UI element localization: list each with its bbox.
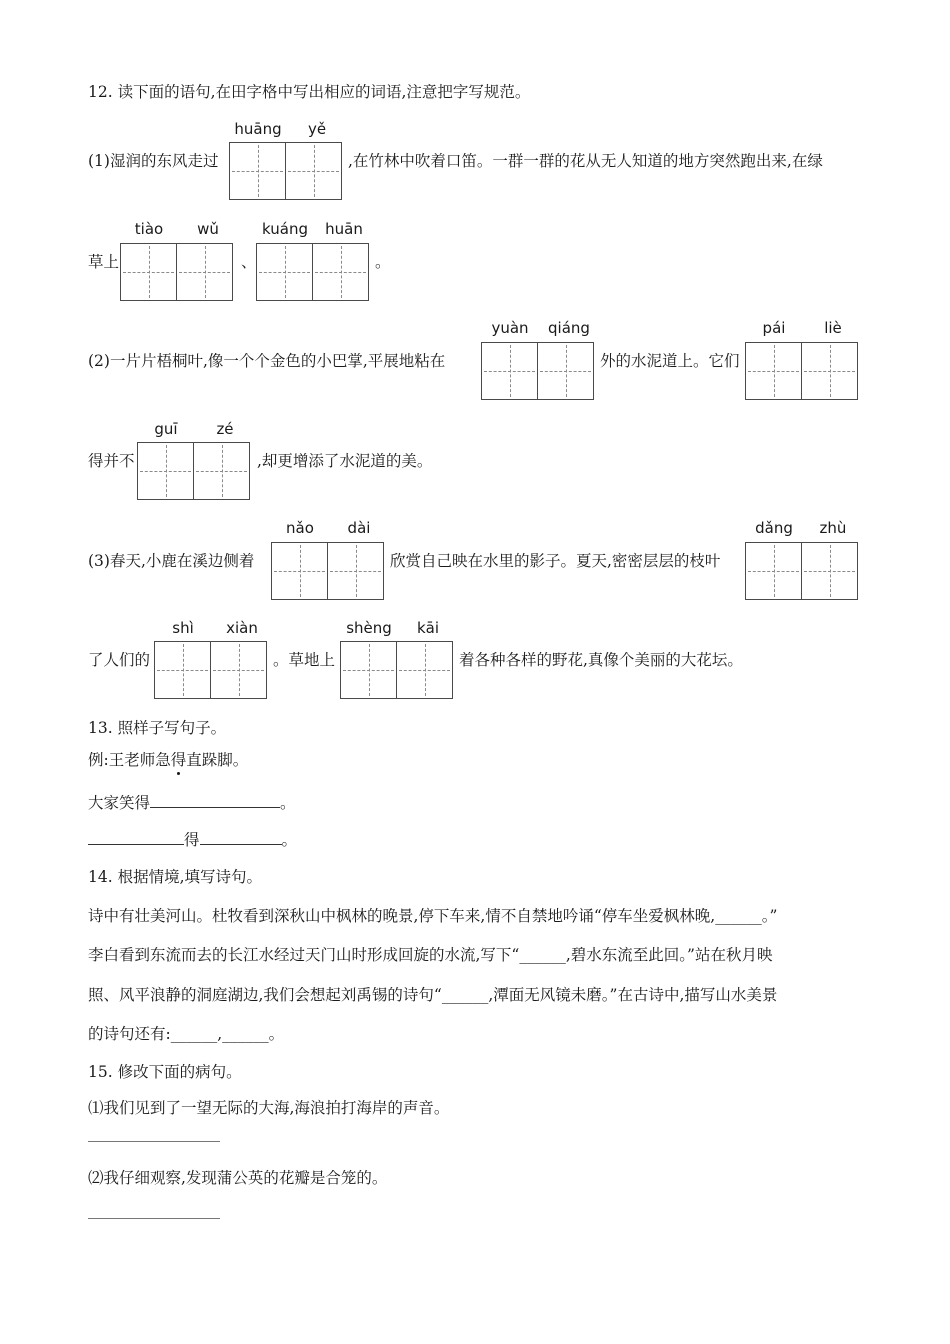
q13-line-2-mid: 得 bbox=[184, 831, 200, 849]
tianzige-dangzhu[interactable] bbox=[745, 542, 857, 600]
tianzige-cell[interactable] bbox=[256, 243, 313, 301]
pinyin-dai: dài bbox=[347, 519, 371, 537]
q13-answer-blank-1[interactable] bbox=[150, 793, 280, 808]
tianzige-cell[interactable] bbox=[312, 243, 369, 301]
pinyin-kai: kāi bbox=[416, 619, 440, 637]
q14-line-4: 的诗句还有:______,______。 bbox=[88, 1025, 285, 1043]
tianzige-naodai[interactable] bbox=[271, 542, 383, 600]
q13-example-pre: 例:王老师急 bbox=[88, 751, 171, 769]
tianzige-cell[interactable] bbox=[537, 342, 594, 400]
q12-p1-text-c: 草上 bbox=[88, 253, 120, 271]
q12-p2-text-d: ,却更增添了水泥道的美。 bbox=[257, 452, 433, 470]
q15-sentence-1: ⑴我们见到了一望无际的大海,海浪拍打海岸的声音。 bbox=[88, 1099, 450, 1117]
pinyin-kuang: kuáng bbox=[262, 220, 308, 238]
q12-p1-text-d: 、 bbox=[241, 253, 257, 271]
q13-line-1-post: 。 bbox=[280, 794, 296, 812]
pinyin-qiang: qiáng bbox=[548, 319, 590, 337]
pinyin-xian: xiàn bbox=[226, 619, 258, 637]
q12-p3-text-a: (3)春天,小鹿在溪边侧着 bbox=[88, 552, 255, 570]
q13-line-2 bbox=[88, 830, 297, 850]
pinyin-tiao: tiào bbox=[134, 220, 164, 238]
tianzige-huangye[interactable] bbox=[229, 142, 341, 200]
tianzige-cell[interactable] bbox=[801, 542, 858, 600]
q13-answer-blank-3[interactable] bbox=[200, 830, 282, 845]
q15-title: 15. 修改下面的病句。 bbox=[88, 1063, 242, 1081]
tianzige-shixian[interactable] bbox=[154, 641, 266, 699]
q12-p3-text-b: 欣赏自己映在水里的影子。夏天,密密层层的枝叶 bbox=[390, 552, 721, 570]
q13-example-dotted-char: 得 bbox=[170, 751, 187, 769]
tianzige-cell[interactable] bbox=[327, 542, 384, 600]
q13-answer-blank-2[interactable] bbox=[88, 830, 184, 845]
tianzige-cell[interactable] bbox=[154, 641, 211, 699]
tianzige-cell[interactable] bbox=[801, 342, 858, 400]
pinyin-pai: pái bbox=[762, 319, 786, 337]
q14-line-2: 李白看到东流而去的长江水经过天门山时形成回旋的水流,写下“______,碧水东流至此回。”站在秋月映 bbox=[88, 946, 773, 964]
q13-line-2-post: 。 bbox=[281, 831, 298, 849]
q14-line-1: 诗中有壮美河山。杜牧看到深秋山中枫林的晚景,停下车来,情不自禁地吟诵“停车坐爱枫林晚,______。” bbox=[88, 907, 778, 925]
tianzige-tiaowu[interactable] bbox=[120, 243, 232, 301]
pinyin-nao: nǎo bbox=[286, 519, 314, 537]
q12-p2-text-c: 得并不 bbox=[88, 452, 135, 470]
tianzige-pailie[interactable] bbox=[745, 342, 857, 400]
q12-title: 12. 读下面的语句,在田字格中写出相应的词语,注意把字写规范。 bbox=[88, 83, 531, 101]
pinyin-huan: huān bbox=[325, 220, 363, 238]
q12-p1-text-b: ,在竹林中吹着口笛。一群一群的花从无人知道的地方突然跑出来,在绿 bbox=[348, 152, 823, 170]
tianzige-cell[interactable] bbox=[745, 342, 802, 400]
q13-example-post: 直跺脚。 bbox=[186, 751, 249, 769]
pinyin-ye: yě bbox=[307, 120, 327, 138]
tianzige-cell[interactable] bbox=[271, 542, 328, 600]
tianzige-cell[interactable] bbox=[176, 243, 233, 301]
pinyin-huang: huāng bbox=[234, 120, 282, 138]
pinyin-shi: shì bbox=[172, 619, 194, 637]
tianzige-cell[interactable] bbox=[745, 542, 802, 600]
q12-p3-text-c: 了人们的 bbox=[88, 651, 151, 669]
tianzige-cell[interactable] bbox=[120, 243, 177, 301]
q14-line-3: 照、风平浪静的洞庭湖边,我们会想起刘禹锡的诗句“______,潭面无风镜未磨。”在古诗中,描写山水美景 bbox=[88, 986, 778, 1004]
pinyin-sheng: shèng bbox=[346, 619, 392, 637]
pinyin-yuan: yuàn bbox=[491, 319, 529, 337]
tianzige-cell[interactable] bbox=[210, 641, 267, 699]
tianzige-cell[interactable] bbox=[137, 442, 194, 500]
q12-p2-text-a: (2)一片片梧桐叶,像一个个金色的小巴掌,平展地粘在 bbox=[88, 352, 446, 370]
q12-p1-text-e: 。 bbox=[375, 253, 391, 271]
q13-line-1-pre: 大家笑得 bbox=[88, 794, 151, 812]
q13-line-1 bbox=[88, 793, 296, 813]
tianzige-guize[interactable] bbox=[137, 442, 249, 500]
tianzige-yuanqiang[interactable] bbox=[481, 342, 593, 400]
pinyin-lie: liè bbox=[824, 319, 842, 337]
pinyin-gui: guī bbox=[154, 420, 178, 438]
pinyin-zhu: zhù bbox=[819, 519, 847, 537]
q15-sentence-2: ⑵我仔细观察,发现蒲公英的花瓣是合笼的。 bbox=[88, 1169, 388, 1187]
tianzige-cell[interactable] bbox=[340, 641, 397, 699]
tianzige-cell[interactable] bbox=[481, 342, 538, 400]
pinyin-dang: dǎng bbox=[755, 519, 793, 537]
tianzige-cell[interactable] bbox=[229, 142, 286, 200]
q12-p3-text-e: 着各种各样的野花,真像个美丽的大花坛。 bbox=[459, 651, 743, 669]
tianzige-cell[interactable] bbox=[193, 442, 250, 500]
q14-title: 14. 根据情境,填写诗句。 bbox=[88, 868, 263, 886]
tianzige-shengkai[interactable] bbox=[340, 641, 452, 699]
pinyin-wu: wǔ bbox=[197, 220, 219, 238]
q12-p1-text-a: (1)湿润的东风走过 bbox=[88, 152, 219, 170]
q15-answer-line-1[interactable] bbox=[88, 1141, 220, 1142]
tianzige-cell[interactable] bbox=[285, 142, 342, 200]
q15-answer-line-2[interactable] bbox=[88, 1218, 220, 1219]
tianzige-cell[interactable] bbox=[396, 641, 453, 699]
pinyin-ze: zé bbox=[216, 420, 234, 438]
q12-p2-text-b: 外的水泥道上。它们 bbox=[600, 352, 740, 370]
tianzige-kuanghuan[interactable] bbox=[256, 243, 368, 301]
q12-p3-text-d: 。草地上 bbox=[273, 651, 336, 669]
q13-title: 13. 照样子写句子。 bbox=[88, 719, 227, 737]
q13-example bbox=[88, 750, 248, 770]
